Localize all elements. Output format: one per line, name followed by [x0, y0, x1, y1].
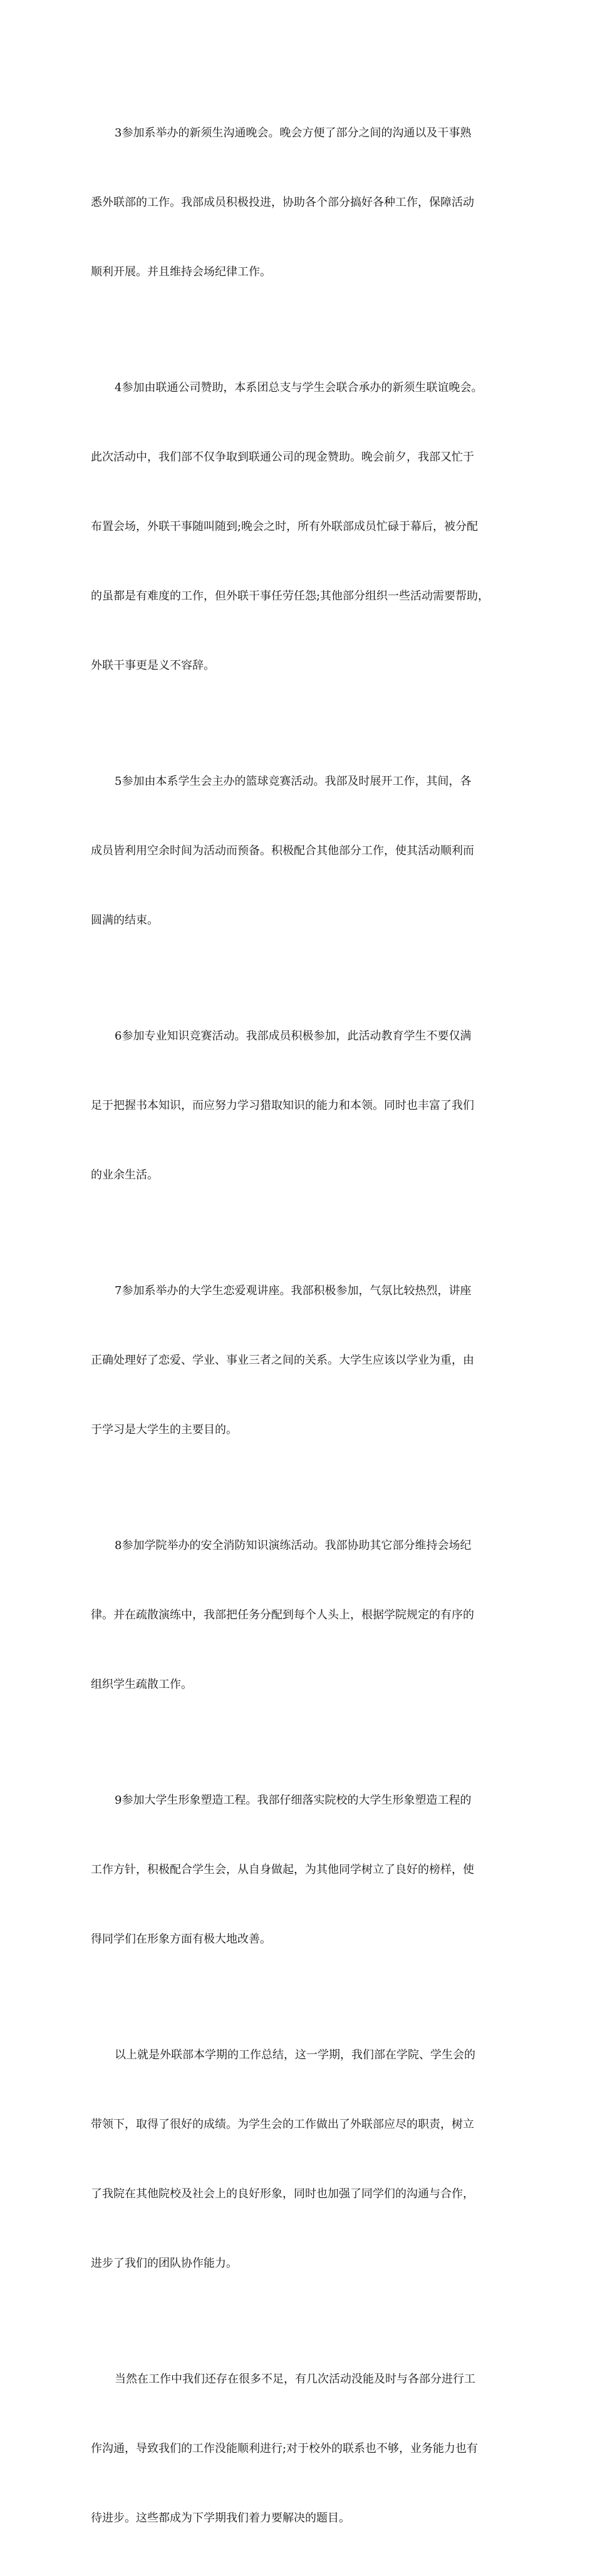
text-line: 进步了我们的团队协作能力。 [91, 2257, 237, 2270]
text-line: 带领下，取得了很好的成绩。为学生会的工作做出了外联部应尽的职责，树立 [91, 2118, 474, 2131]
text-line: 组织学生疏散工作。 [91, 1678, 192, 1691]
text-line: 悉外联部的工作。我部成员积极投进，协助各个部分搞好各种工作，保障活动 [91, 196, 474, 209]
text-line: 顺利开展。并且维持会场纪律工作。 [91, 265, 271, 279]
text-line: 得同学们在形象方面有极大地改善。 [91, 1933, 271, 1946]
paragraph-shortcomings [91, 2321, 510, 2576]
text-line: 6参加专业知识竞赛活动。我部成员积极参加，此活动教育学生不要仅满 [115, 1030, 472, 1043]
paragraph-item-9 [91, 1742, 510, 1997]
text-line: 布置会场，外联干事随叫随到;晚会之时，所有外联部成员忙碌于幕后，被分配 [91, 520, 479, 533]
paragraph-item-7 [91, 1233, 510, 1488]
paragraph-item-6 [91, 978, 510, 1233]
text-line: 待进步。这些都成为下学期我们着力要解决的题目。 [91, 2512, 350, 2525]
paragraph-item-3 [91, 75, 510, 330]
paragraph-item-4 [91, 330, 510, 723]
text-line: 作沟通，导致我们的工作没能顺利进行;对于校外的联系也不够，业务能力也有 [91, 2442, 479, 2455]
text-line: 8参加学院举办的安全消防知识演练活动。我部协助其它部分维持会场纪 [115, 1539, 472, 1552]
text-line: 了我院在其他院校及社会上的良好形象，同时也加强了同学们的沟通与合作， [91, 2187, 474, 2200]
paragraph-item-8 [91, 1488, 510, 1742]
text-line: 的虽都是有难度的工作，但外联干事任劳任怨;其他部分组织一些活动需要帮助， [91, 590, 490, 603]
text-line: 足于把握书本知识，而应努力学习猎取知识的能力和本领。同时也丰富了我们 [91, 1099, 474, 1112]
paragraph-item-5 [91, 723, 510, 978]
paragraph-summary [91, 1997, 510, 2321]
text-line: 7参加系举办的大学生恋爱观讲座。我部积极参加，气氛比较热烈，讲座 [115, 1284, 472, 1297]
text-line: 工作方针，积极配合学生会，从自身做起，为其他同学树立了良好的榜样，使 [91, 1863, 474, 1876]
text-line: 圆满的结束。 [91, 914, 158, 927]
text-line: 成员皆利用空余时间为活动而预备。积极配合其他部分工作，使其活动顺利而 [91, 844, 474, 857]
text-line: 于学习是大学生的主要目的。 [91, 1423, 237, 1436]
text-line: 3参加系举办的新须生沟通晚会。晚会方便了部分之间的沟通以及干事熟 [115, 126, 472, 140]
text-line: 正确处理好了恋爱、学业、事业三者之间的关系。大学生应该以学业为重，由 [91, 1354, 474, 1367]
text-line: 9参加大学生形象塑造工程。我部仔细落实院校的大学生形象塑造工程的 [115, 1794, 472, 1807]
document-body [91, 75, 510, 2576]
text-line: 当然在工作中我们还存在很多不足，有几次活动没能及时与各部分进行工 [115, 2373, 475, 2386]
text-line: 此次活动中，我们部不仅争取到联通公司的现金赞助。晚会前夕，我部又忙于 [91, 451, 474, 464]
text-line: 以上就是外联部本学期的工作总结，这一学期，我们部在学院、学生会的 [115, 2048, 475, 2062]
text-line: 律。并在疏散演练中，我部把任务分配到每个人头上，根据学院规定的有序的 [91, 1608, 474, 1622]
text-line: 4参加由联通公司赞助，本系团总支与学生会联合承办的新须生联谊晚会。 [115, 381, 483, 394]
text-line: 5参加由本系学生会主办的篮球竞赛活动。我部及时展开工作，其间，各 [115, 775, 472, 788]
text-line: 的业余生活。 [91, 1168, 158, 1182]
text-line: 外联干事更是义不容辞。 [91, 659, 215, 672]
